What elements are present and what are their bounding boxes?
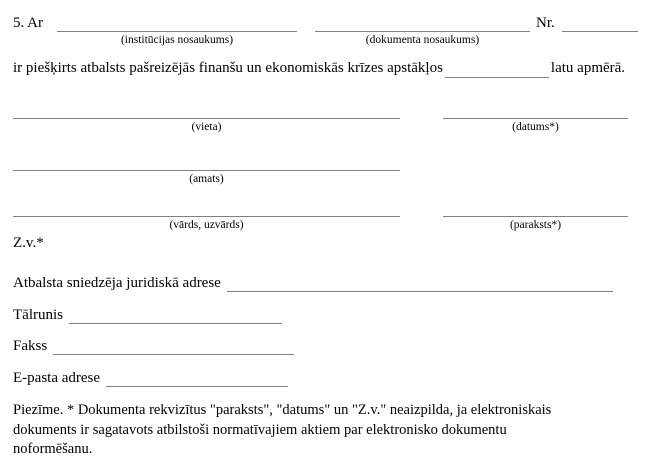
institution-name-caption: (institūcijas nosaukums) <box>120 34 234 46</box>
seal-place-label: Z.v.* <box>13 235 44 251</box>
signature-row-name-signature <box>0 216 645 250</box>
email-field-row <box>13 369 288 387</box>
signature-row-position <box>0 170 645 204</box>
paragraph-text-after: latu <box>550 60 574 76</box>
document-number-input[interactable] <box>562 31 638 32</box>
full-name-input[interactable] <box>13 216 400 217</box>
full-name-caption: (vārds, uzvārds) <box>169 219 244 231</box>
institution-name-input[interactable] <box>57 31 297 32</box>
footnote-line-3: noformēšanu. <box>13 441 93 457</box>
legal-address-input[interactable] <box>227 277 613 292</box>
signature-row-place-date <box>0 118 645 152</box>
place-caption: (vieta) <box>191 121 222 133</box>
phone-input[interactable] <box>69 309 282 324</box>
fax-input[interactable] <box>53 340 294 355</box>
place-input[interactable] <box>13 118 400 119</box>
document-name-input[interactable] <box>315 31 530 32</box>
support-amount-input[interactable] <box>445 63 549 78</box>
position-input[interactable] <box>13 170 400 171</box>
section-prefix-label: 5. Ar <box>13 15 43 31</box>
footnote <box>13 401 632 460</box>
footnote-line-2: dokuments ir sagatavots atbilstoši normatīvajiem aktiem par elektronisko dokumentu <box>13 421 507 438</box>
signature-input[interactable] <box>443 216 628 217</box>
position-caption: (amats) <box>189 173 224 185</box>
email-label: E-pasta adrese <box>13 370 101 386</box>
document-name-caption: (dokumenta nosaukums) <box>365 34 480 46</box>
legal-address-field <box>13 274 613 292</box>
fax-label: Fakss <box>13 338 48 354</box>
phone-field <box>13 306 282 324</box>
paragraph-continuation: apmērā. <box>577 60 626 76</box>
date-input[interactable] <box>443 118 628 119</box>
signature-caption: (paraksts*) <box>509 219 562 231</box>
legal-address-label: Atbalsta sniedzēja juridiskā adrese <box>13 275 221 291</box>
header-row <box>13 14 632 50</box>
phone-label: Tālrunis <box>13 307 63 323</box>
support-statement-paragraph <box>13 58 632 78</box>
fax-field <box>13 337 294 355</box>
document-number-label: Nr. <box>536 15 555 31</box>
footnote-line-1: Piezīme. * Dokumenta rekvizītus "paraksts", "datums" un "Z.v." neaizpilda, ja elektroniskais <box>13 402 552 418</box>
email-input[interactable] <box>106 372 288 387</box>
date-caption: (datums*) <box>512 121 559 133</box>
paragraph-text-before: ir piešķirts atbalsts pašreizējās finanšu un ekonomiskās krīzes apstākļos <box>13 60 443 76</box>
